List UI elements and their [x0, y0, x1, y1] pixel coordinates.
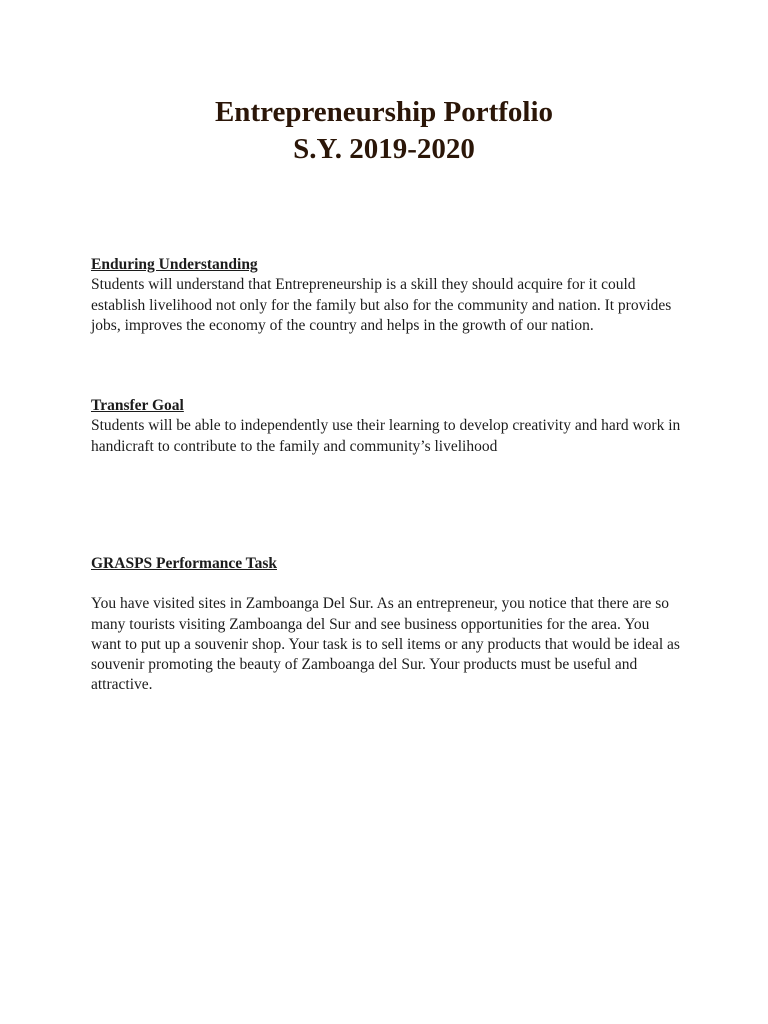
grasps-heading: GRASPS Performance Task	[91, 555, 277, 572]
transfer-goal-text: Students will be able to independently use their learning to develop creativity and hard work in handicraft to contribute to the family and community’s livelihood	[91, 417, 681, 455]
title-line-portfolio: Entrepreneurship Portfolio	[214, 96, 554, 128]
document-title	[0, 94, 768, 168]
transfer-goal-heading: Transfer Goal	[91, 397, 184, 414]
section-transfer-goal	[91, 396, 681, 457]
enduring-understanding-text: Students will understand that Entrepreneurship is a skill they should acquire for it could establish livelihood not only for the family but also for the community and nation. It provides jobs, improves the economy of the country and helps in the growth of our nation.	[91, 276, 672, 334]
section-grasps-performance-task	[91, 554, 681, 696]
section-enduring-understanding	[91, 255, 681, 336]
grasps-text: You have visited sites in Zamboanga Del Sur. As an entrepreneur, you notice that there are so many tourists visiting Zamboanga del Sur and see business opportunities for the area. You want to put up a souvenir shop. Your task is to sell items or any products that would be ideal as souvenir promoting the beauty of Zamboanga del Sur. Your products must be useful and attractive.	[91, 595, 680, 694]
enduring-understanding-heading: Enduring Understanding	[91, 256, 258, 273]
title-line-school-year: S.Y. 2019-2020	[293, 133, 475, 165]
